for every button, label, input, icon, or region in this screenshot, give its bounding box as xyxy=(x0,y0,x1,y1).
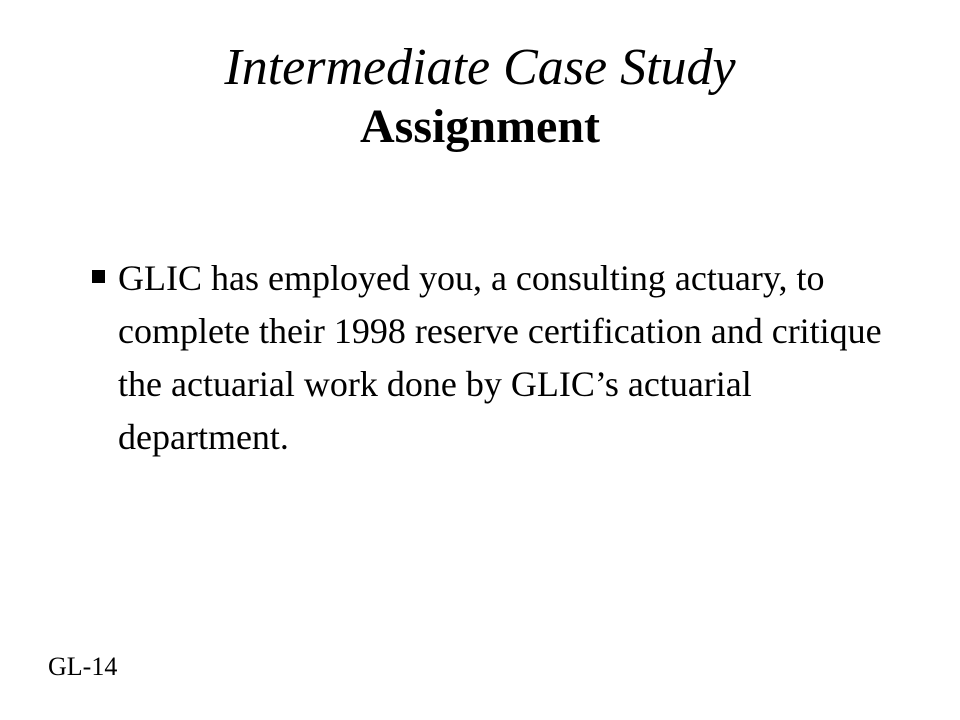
bullet-text: GLIC has employed you, a consulting actuary, to complete their 1998 reserve certification and critique the actuarial work done by GLIC’s actuarial department. xyxy=(118,258,882,457)
title-line-2: Assignment xyxy=(359,100,601,153)
square-bullet-icon xyxy=(92,270,105,283)
slide-id-label: GL-14 xyxy=(48,652,118,681)
slide-title xyxy=(0,38,960,156)
bullet-list xyxy=(92,252,892,464)
bullet-item xyxy=(92,252,892,464)
title-line-1: Intermediate Case Study xyxy=(224,39,736,96)
